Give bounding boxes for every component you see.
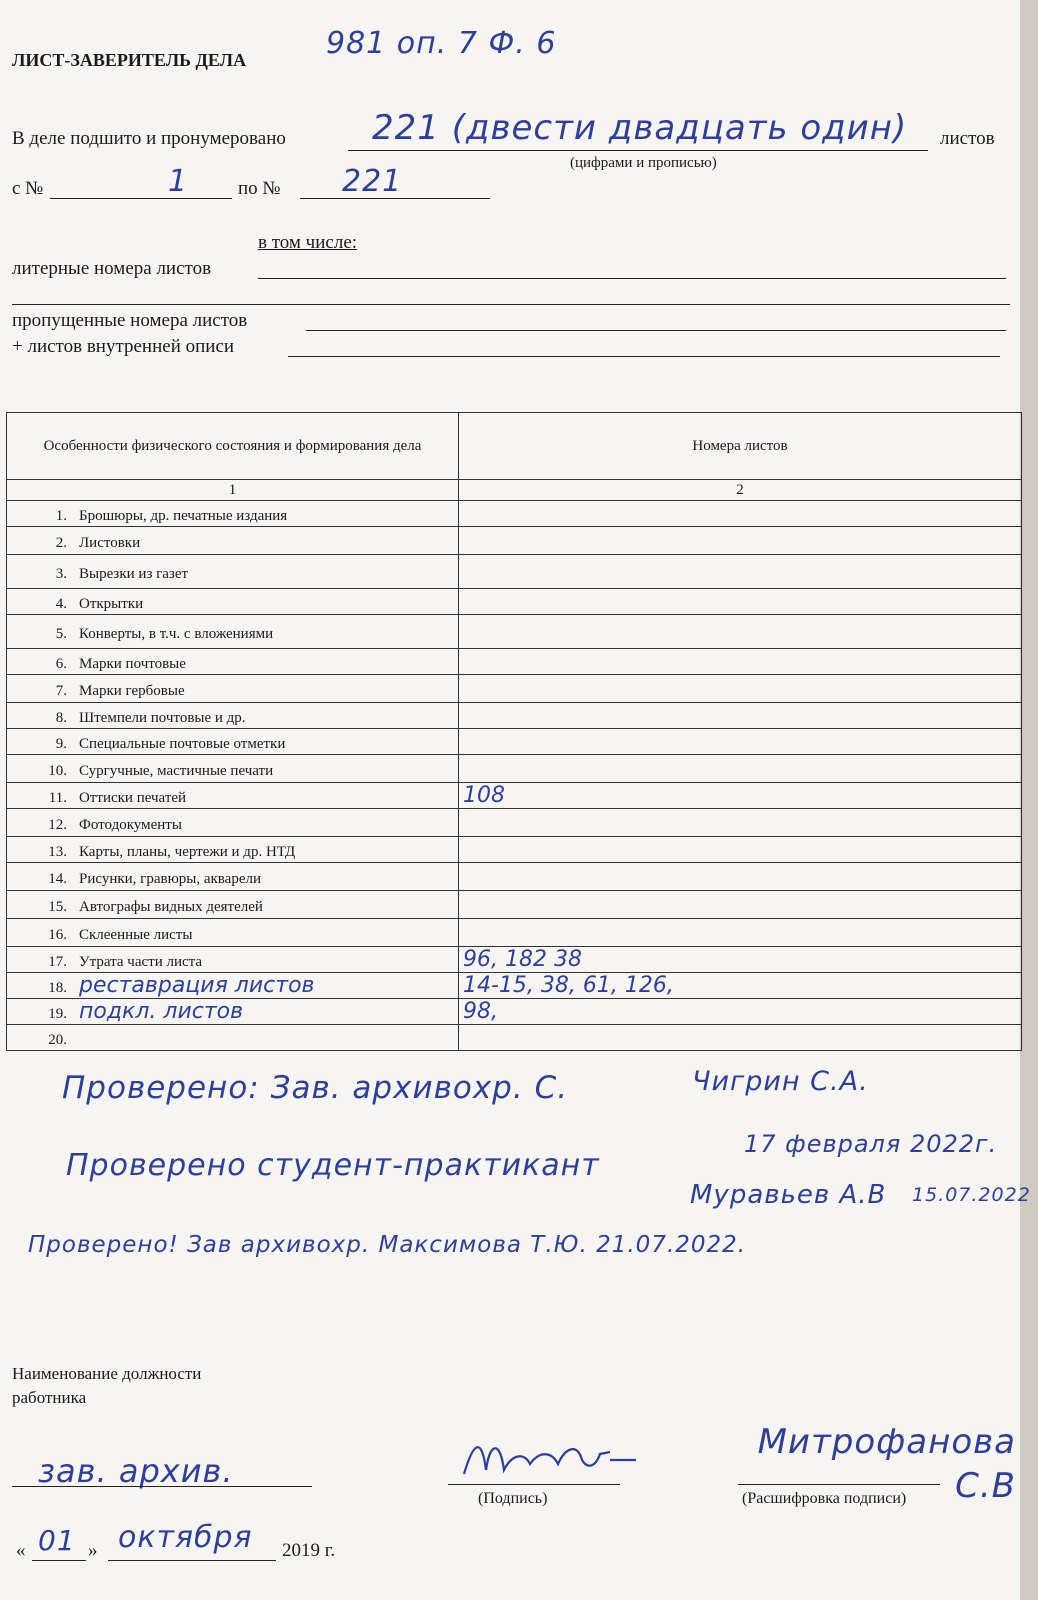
row-number: 13. (48, 844, 67, 860)
table-cell-feature (7, 501, 459, 527)
table-cell-sheets (459, 501, 1022, 527)
row-label: Марки гербовые (79, 683, 185, 699)
row-number: 9. (55, 736, 67, 752)
row-number: 15. (48, 899, 67, 915)
table-row (7, 703, 1022, 729)
table-cell-sheets (459, 527, 1022, 555)
table-row (7, 729, 1022, 755)
archive-code: 981 оп. 7 Ф. 6 (326, 26, 557, 61)
date-month: октября (118, 1520, 253, 1555)
from-label: с № (12, 178, 44, 199)
signature-underline (448, 1484, 620, 1485)
decode-underline (738, 1484, 940, 1485)
missing-underline (306, 330, 1006, 331)
date-month-underline (108, 1560, 276, 1561)
table-cell-sheets (459, 649, 1022, 675)
position-label-1: Наименование должности (12, 1364, 202, 1383)
row-number: 8. (55, 710, 67, 726)
table-row (7, 809, 1022, 837)
table-row (7, 675, 1022, 703)
date-day: 01 (38, 1524, 76, 1557)
row-number: 12. (48, 817, 67, 833)
table-row (7, 649, 1022, 675)
table-row (7, 947, 1022, 973)
row-label: Оттиски печатей (79, 790, 187, 806)
date-year: 2019 г. (282, 1540, 336, 1561)
decode-label: (Расшифровка подписи) (742, 1490, 907, 1507)
position-underline (12, 1486, 312, 1487)
row-label: Специальные почтовые отметки (79, 736, 286, 752)
count-underline (348, 150, 928, 151)
table-row (7, 555, 1022, 589)
row-sheet-numbers: 14-15, 38, 61, 126, (463, 973, 674, 998)
physical-state-table (6, 412, 1022, 1051)
date-quote-open: « (16, 1540, 26, 1561)
row-label: Брошюры, др. печатные издания (79, 508, 288, 524)
date-day-underline (32, 1560, 86, 1561)
table-row (7, 999, 1022, 1025)
table-cell-sheets (459, 891, 1022, 919)
row-label: Склеенные листы (79, 927, 193, 943)
table-row (7, 589, 1022, 615)
to-label: по № (238, 178, 281, 199)
verify-note-2-date: 17 февраля 2022г. (744, 1130, 998, 1158)
table-cell-sheets (459, 615, 1022, 649)
decode-value: Митрофанова С.В (757, 1422, 1016, 1506)
row-number: 18. (48, 980, 67, 996)
table-row (7, 527, 1022, 555)
table-row (7, 837, 1022, 863)
table-cell-feature (7, 837, 459, 863)
signature-image (460, 1430, 640, 1490)
row-number: 2. (55, 535, 67, 551)
to-value: 221 (342, 164, 403, 199)
row-label: Рисунки, гравюры, акварели (79, 871, 262, 887)
row-label: Марки почтовые (79, 656, 186, 672)
including-label: в том числе: (258, 232, 358, 253)
table-cell-feature (7, 809, 459, 837)
verify-note-3: Проверено! Зав архивохр. Максимова Т.Ю. 21.07.2022. (28, 1232, 747, 1258)
row-number: 19. (48, 1006, 67, 1022)
table-cell-feature (7, 863, 459, 891)
table-row (7, 863, 1022, 891)
table-cell-feature (7, 755, 459, 783)
table-colnum-1: 1 (7, 480, 459, 501)
table-cell-sheets (459, 729, 1022, 755)
row-sheet-numbers: 108 (463, 783, 505, 808)
position-value: зав. архив. (38, 1452, 234, 1490)
table-cell-sheets (459, 863, 1022, 891)
row-number: 7. (55, 683, 67, 699)
table-cell-feature (7, 973, 459, 999)
row-handwritten-label: реставрация листов (79, 973, 315, 998)
table-cell-sheets (459, 755, 1022, 783)
row-label: Вырезки из газет (79, 566, 189, 582)
row-number: 1. (55, 508, 67, 524)
row-label: Сургучные, мастичные печати (79, 763, 274, 779)
table-cell-sheets (459, 809, 1022, 837)
table-cell-feature (7, 703, 459, 729)
position-label-2: работника (12, 1388, 87, 1407)
table-cell-sheets (459, 1025, 1022, 1051)
row-label: Карты, планы, чертежи и др. НТД (79, 844, 296, 860)
table-row (7, 1025, 1022, 1051)
table-cell-feature (7, 919, 459, 947)
table-cell-feature (7, 615, 459, 649)
document-title: ЛИСТ-ЗАВЕРИТЕЛЬ ДЕЛА (12, 50, 247, 70)
row-sheet-numbers: 98, (463, 999, 498, 1024)
table-cell-feature (7, 527, 459, 555)
count-suffix: листов (940, 128, 995, 149)
table-cell-sheets (459, 589, 1022, 615)
row-number: 11. (48, 790, 67, 806)
row-sheet-numbers: 96, 182 38 (463, 947, 582, 972)
verify-note-2: Проверено студент-практикант (66, 1148, 600, 1183)
table-row (7, 615, 1022, 649)
table-cell-feature (7, 783, 459, 809)
row-label: Листовки (79, 535, 141, 551)
background-right (1020, 0, 1038, 1600)
row-number: 20. (48, 1032, 67, 1048)
row-number: 16. (48, 927, 67, 943)
table-cell-sheets (459, 783, 1022, 809)
table-cell-feature (7, 589, 459, 615)
table-cell-feature (7, 649, 459, 675)
table-row (7, 755, 1022, 783)
table-header-col2: Номера листов (459, 413, 1022, 480)
table-colnum-2: 2 (459, 480, 1022, 501)
row-number: 17. (48, 954, 67, 970)
row-handwritten-label: подкл. листов (79, 999, 244, 1024)
literal-label: литерные номера листов (12, 258, 212, 279)
count-hint: (цифрами и прописью) (570, 155, 717, 171)
table-row (7, 501, 1022, 527)
table-cell-feature (7, 891, 459, 919)
table-row (7, 783, 1022, 809)
table-row (7, 891, 1022, 919)
from-underline (50, 198, 232, 199)
row-label: Открытки (79, 596, 144, 612)
table-cell-sheets (459, 973, 1022, 999)
row-number: 10. (48, 763, 67, 779)
row-number: 4. (55, 596, 67, 612)
table-cell-feature (7, 675, 459, 703)
verify-note-1-name: Чигрин С.А. (692, 1066, 869, 1097)
inner-underline (288, 356, 1000, 357)
table-cell-sheets (459, 999, 1022, 1025)
row-number: 5. (55, 626, 67, 642)
table-cell-feature (7, 999, 459, 1025)
row-label: Утрата части листа (79, 954, 203, 970)
date-quote-close: » (88, 1540, 98, 1561)
row-number: 3. (55, 566, 67, 582)
table-cell-sheets (459, 919, 1022, 947)
verify-note-2-name: Муравьев А.В (690, 1180, 887, 1210)
row-label: Фотодокументы (79, 817, 182, 833)
row-label: Штемпели почтовые и др. (79, 710, 246, 726)
count-label: В деле подшито и пронумеровано (12, 128, 286, 149)
row-number: 14. (48, 871, 67, 887)
row-label: Конверты, в т.ч. с вложениями (79, 626, 274, 642)
blank-underline (12, 304, 1010, 305)
table-cell-sheets (459, 703, 1022, 729)
table-cell-feature (7, 947, 459, 973)
inner-label: + листов внутренней описи (12, 336, 235, 357)
verify-note-2-date2: 15.07.2022 (912, 1184, 1031, 1206)
table-cell-feature (7, 555, 459, 589)
table-cell-feature (7, 729, 459, 755)
table-row (7, 919, 1022, 947)
table-cell-sheets (459, 675, 1022, 703)
from-value: 1 (168, 164, 189, 199)
table-cell-sheets (459, 837, 1022, 863)
table-cell-sheets (459, 947, 1022, 973)
verify-note-1: Проверено: Зав. архивохр. С. (62, 1070, 569, 1106)
table-header-col1: Особенности физического состояния и формирования дела (7, 413, 459, 480)
literal-underline (258, 278, 1006, 279)
signature-label: (Подпись) (478, 1490, 548, 1507)
row-number: 6. (55, 656, 67, 672)
table-cell-sheets (459, 555, 1022, 589)
row-label: Автографы видных деятелей (79, 899, 263, 915)
table-cell-feature (7, 1025, 459, 1051)
count-value: 221 (двести двадцать один) (372, 108, 908, 148)
missing-label: пропущенные номера листов (12, 310, 248, 331)
table-row (7, 973, 1022, 999)
